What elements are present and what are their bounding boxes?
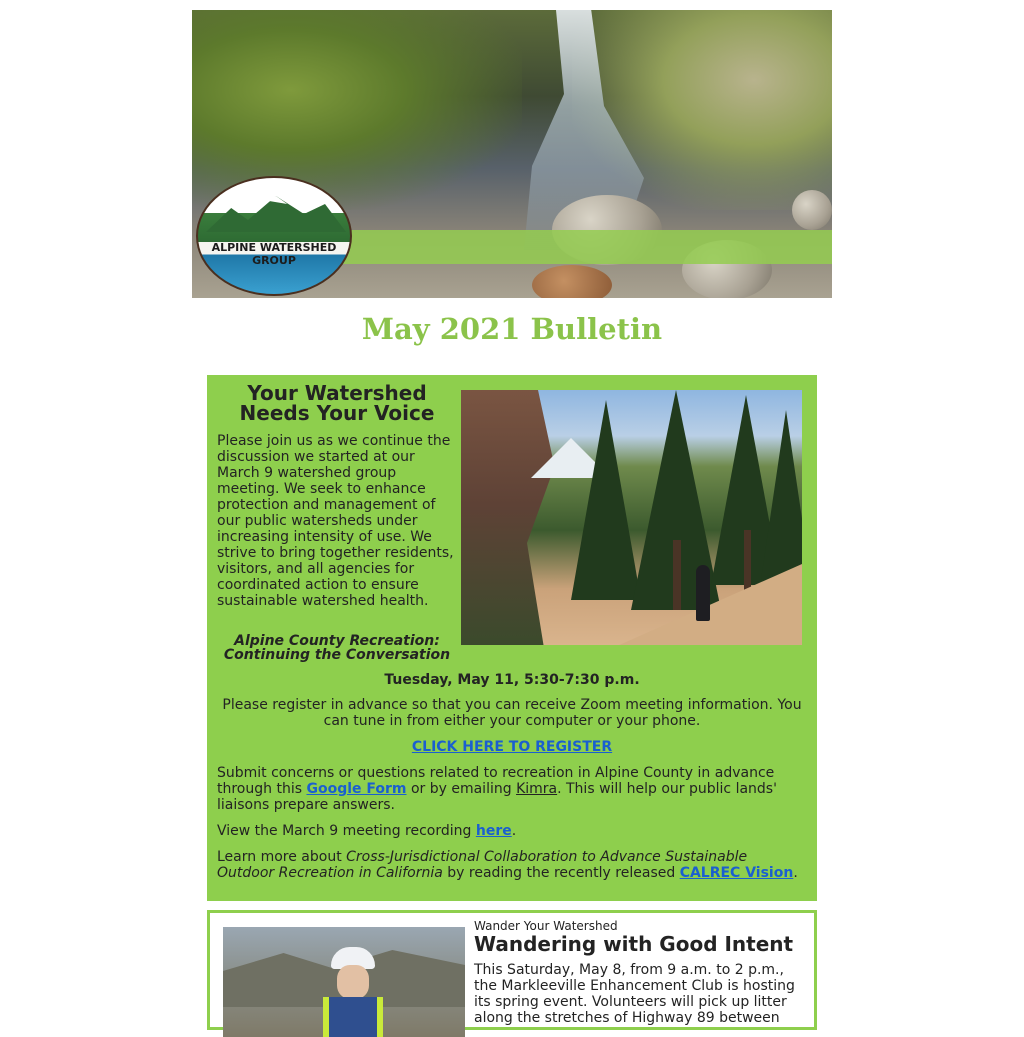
section-kicker: Wander Your Watershed bbox=[474, 919, 618, 933]
submit-paragraph: Submit concerns or questions related to recreation in Alpine County in advance through this Google Form or by emailing Kimra. This will help our public lands' liaisons prepare answers. bbox=[217, 765, 777, 813]
register-link[interactable]: CLICK HERE TO REGISTER bbox=[411, 739, 613, 755]
hiker-figure bbox=[696, 565, 710, 621]
feature-intro: Please join us as we continue the discussion we started at our March 9 watershed group meeting. We seek to enhance protection and management of our public watersheds under increasing intensity of use. We strive to bring together residents, visitors, and all agencies for coordinated action to ensure sustainable watershed health. bbox=[217, 433, 454, 609]
calrec-vision-link[interactable]: CALREC Vision bbox=[679, 865, 794, 881]
wander-section bbox=[207, 910, 817, 1030]
google-form-link[interactable]: Google Form bbox=[306, 781, 407, 797]
learn-more-paragraph: Learn more about Cross-Jurisdictional Collaboration to Advance Sustainable Outdoor Recreation in California by reading the recently released CALREC Vision. bbox=[217, 849, 798, 881]
pinecone bbox=[532, 265, 612, 298]
feature-heading: Your Watershed Needs Your Voice bbox=[239, 381, 435, 425]
volunteer-photo bbox=[223, 927, 465, 1037]
section-body: This Saturday, May 8, from 9 a.m. to 2 p.m., the Markleeville Enhancement Club is hosting its spring event. Volunteers will pick up litter along the stretches of Highway 89 between bbox=[474, 962, 795, 1026]
recording-here-link[interactable]: here bbox=[475, 823, 512, 839]
feature-panel bbox=[207, 375, 817, 901]
event-title: Alpine County Recreation: Continuing the Conversation bbox=[223, 633, 451, 663]
kimra-email-link[interactable]: Kimra bbox=[516, 781, 558, 797]
safety-vest bbox=[323, 997, 383, 1037]
event-date: Tuesday, May 11, 5:30-7:30 p.m. bbox=[384, 672, 640, 688]
calrec-report-title: Cross-Jurisdictional Collaboration to Advance Sustainable Outdoor Recreation in California bbox=[217, 849, 748, 881]
section-heading: Wandering with Good Intent bbox=[474, 932, 794, 956]
recording-paragraph: View the March 9 meeting recording here. bbox=[217, 823, 517, 839]
hiker-photo bbox=[461, 390, 802, 645]
register-note: Please register in advance so that you can receive Zoom meeting information. You can tune in from either your computer or your phone. bbox=[222, 697, 802, 729]
banner-green-band bbox=[342, 230, 832, 264]
alpine-watershed-logo bbox=[196, 176, 352, 296]
banner-image bbox=[192, 10, 832, 298]
logo-text: ALPINE WATERSHED GROUP bbox=[211, 241, 337, 267]
bulletin-title: May 2021 Bulletin bbox=[361, 312, 663, 346]
